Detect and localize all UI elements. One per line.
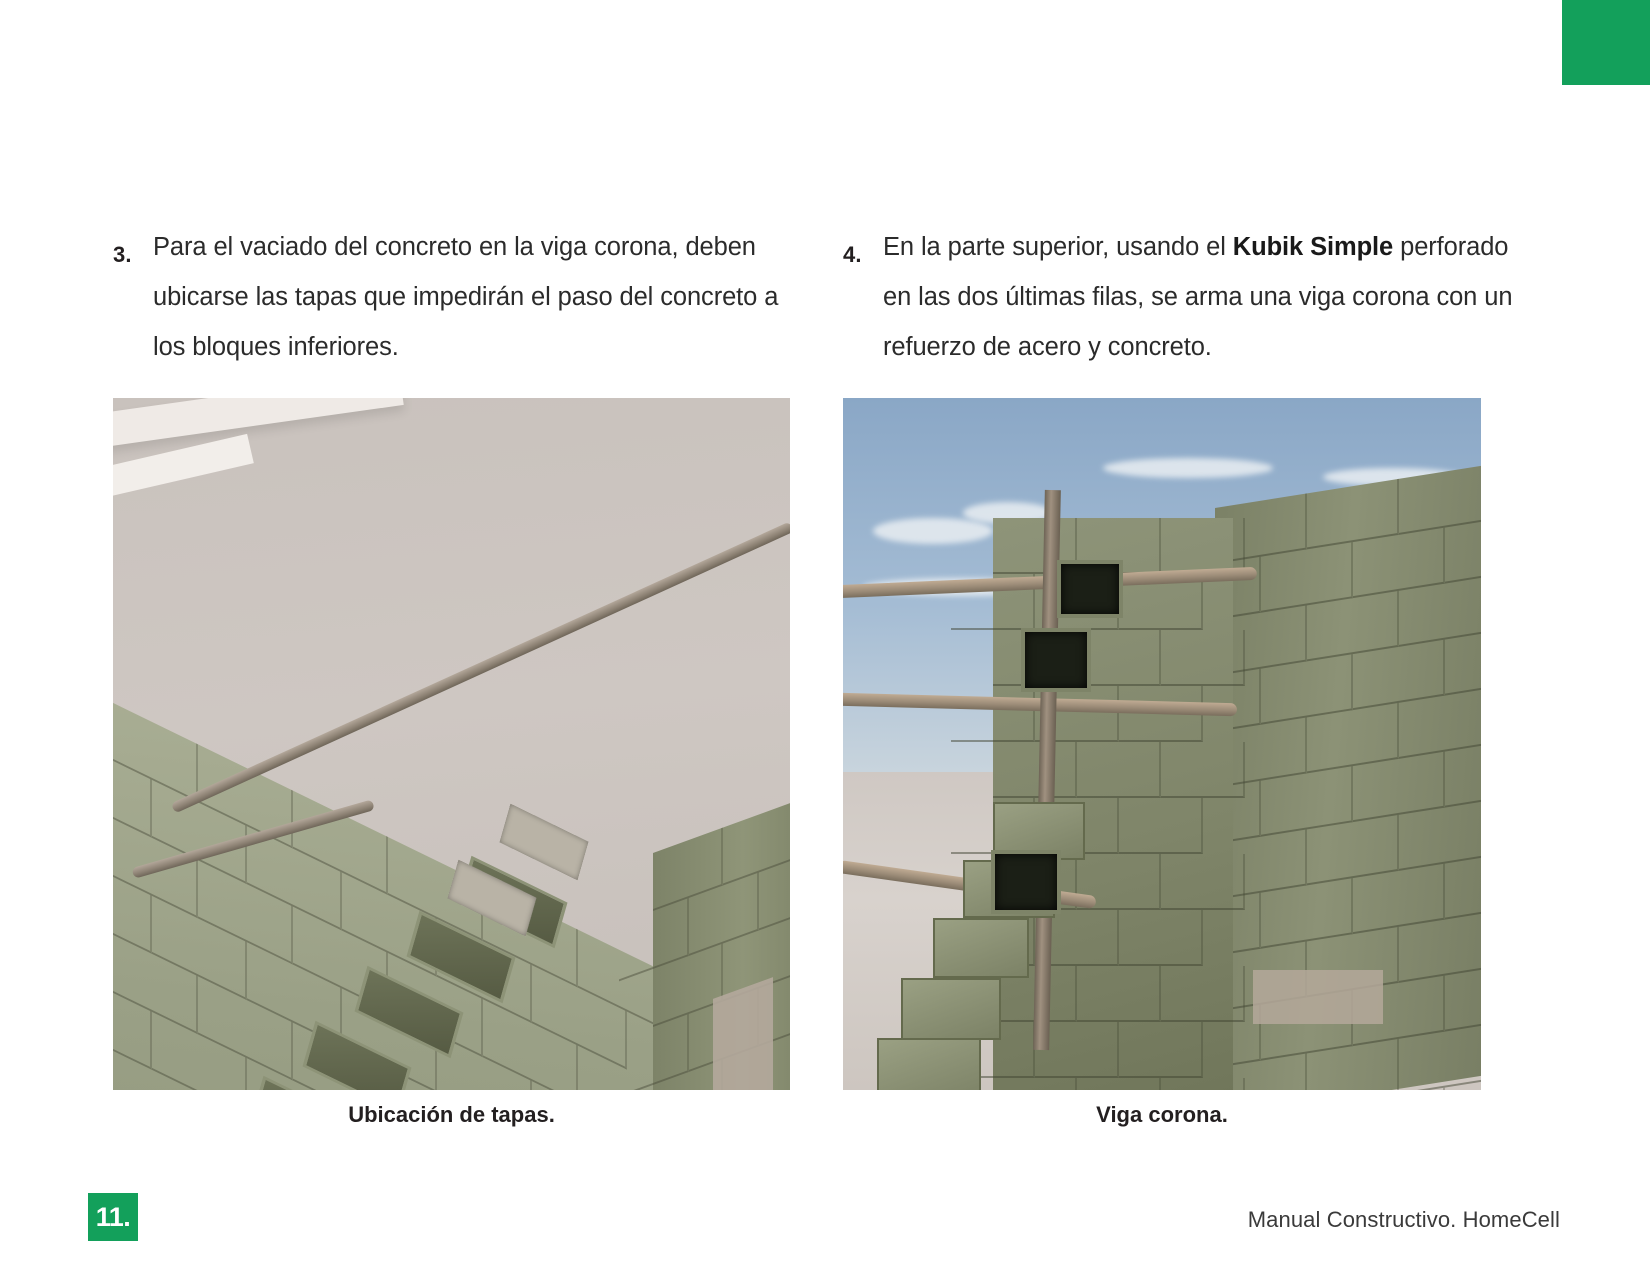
- photo2-corner-step-block: [877, 1038, 981, 1090]
- photo2-corner-step-block: [901, 978, 1001, 1040]
- figure-viga-corona: [843, 398, 1481, 1127]
- step-4-text-bold: Kubik Simple: [1232, 233, 1394, 261]
- step-4-text-before: En la parte superior, usando el: [883, 233, 1233, 261]
- step-3-number: 3.: [113, 242, 132, 267]
- caption-viga-corona: Viga corona.: [1096, 1102, 1228, 1127]
- photo2-brick: [1161, 854, 1245, 910]
- photo2-brick: [1161, 1078, 1245, 1090]
- photo2-brick: [1161, 630, 1245, 686]
- photo2-cloud: [1103, 458, 1273, 478]
- step-3-text-before: Para el vaciado del concreto en la viga corona, deben ubicarse las tapas que impedirán el paso del concreto a los bloques inferiores.: [153, 233, 779, 361]
- photo2-brick: [1161, 518, 1245, 574]
- photo2-brick: [1161, 742, 1245, 798]
- photo2-brick: [993, 1078, 1077, 1090]
- photo2-brick: [1119, 1022, 1203, 1078]
- photo2-brick: [993, 742, 1077, 798]
- photo2-brick: [1077, 966, 1161, 1022]
- photo2-tan-patch: [1253, 970, 1383, 1024]
- page-number-badge: 11.: [88, 1193, 138, 1241]
- caption-ubicacion-de-tapas: Ubicación de tapas.: [348, 1102, 555, 1127]
- content-columns: [0, 222, 1650, 1127]
- accent-block: [1562, 0, 1650, 85]
- footer-note: Manual Constructivo. HomeCell: [1247, 1207, 1560, 1232]
- photo1-block-wall: [113, 398, 790, 1090]
- photo2-brick: [1119, 798, 1203, 854]
- figure-ubicacion-de-tapas: [113, 398, 790, 1127]
- photo2-perforated-cavity: [991, 850, 1061, 914]
- photo2-brick: [1161, 966, 1245, 1022]
- photo2-corner-step-block: [933, 918, 1029, 978]
- photo2-brick: [1077, 1078, 1161, 1090]
- step-4-number: 4.: [843, 242, 862, 267]
- step-3: [113, 222, 793, 372]
- step-3-text: [153, 222, 793, 372]
- column-left: [113, 222, 793, 1127]
- step-4-text: [883, 222, 1523, 372]
- photo1-wall-front-face: [113, 698, 663, 1090]
- photo2-perforated-cavity: [1057, 560, 1123, 618]
- step-4: [843, 222, 1523, 372]
- photo-ubicacion-de-tapas: [113, 398, 790, 1090]
- photo2-brick: [1077, 742, 1161, 798]
- column-right: [843, 222, 1523, 1127]
- photo2-perforated-cavity: [1021, 628, 1091, 692]
- photo-viga-corona: [843, 398, 1481, 1090]
- page-footer: [0, 1145, 1650, 1275]
- photo2-brick: [1119, 910, 1203, 966]
- step-4-text-after: perforado en las dos últimas filas, se arma una viga corona con un refuerzo de acero y concreto.: [883, 233, 1513, 361]
- photo2-cloud: [873, 518, 993, 544]
- photo2-brick: [951, 686, 1035, 742]
